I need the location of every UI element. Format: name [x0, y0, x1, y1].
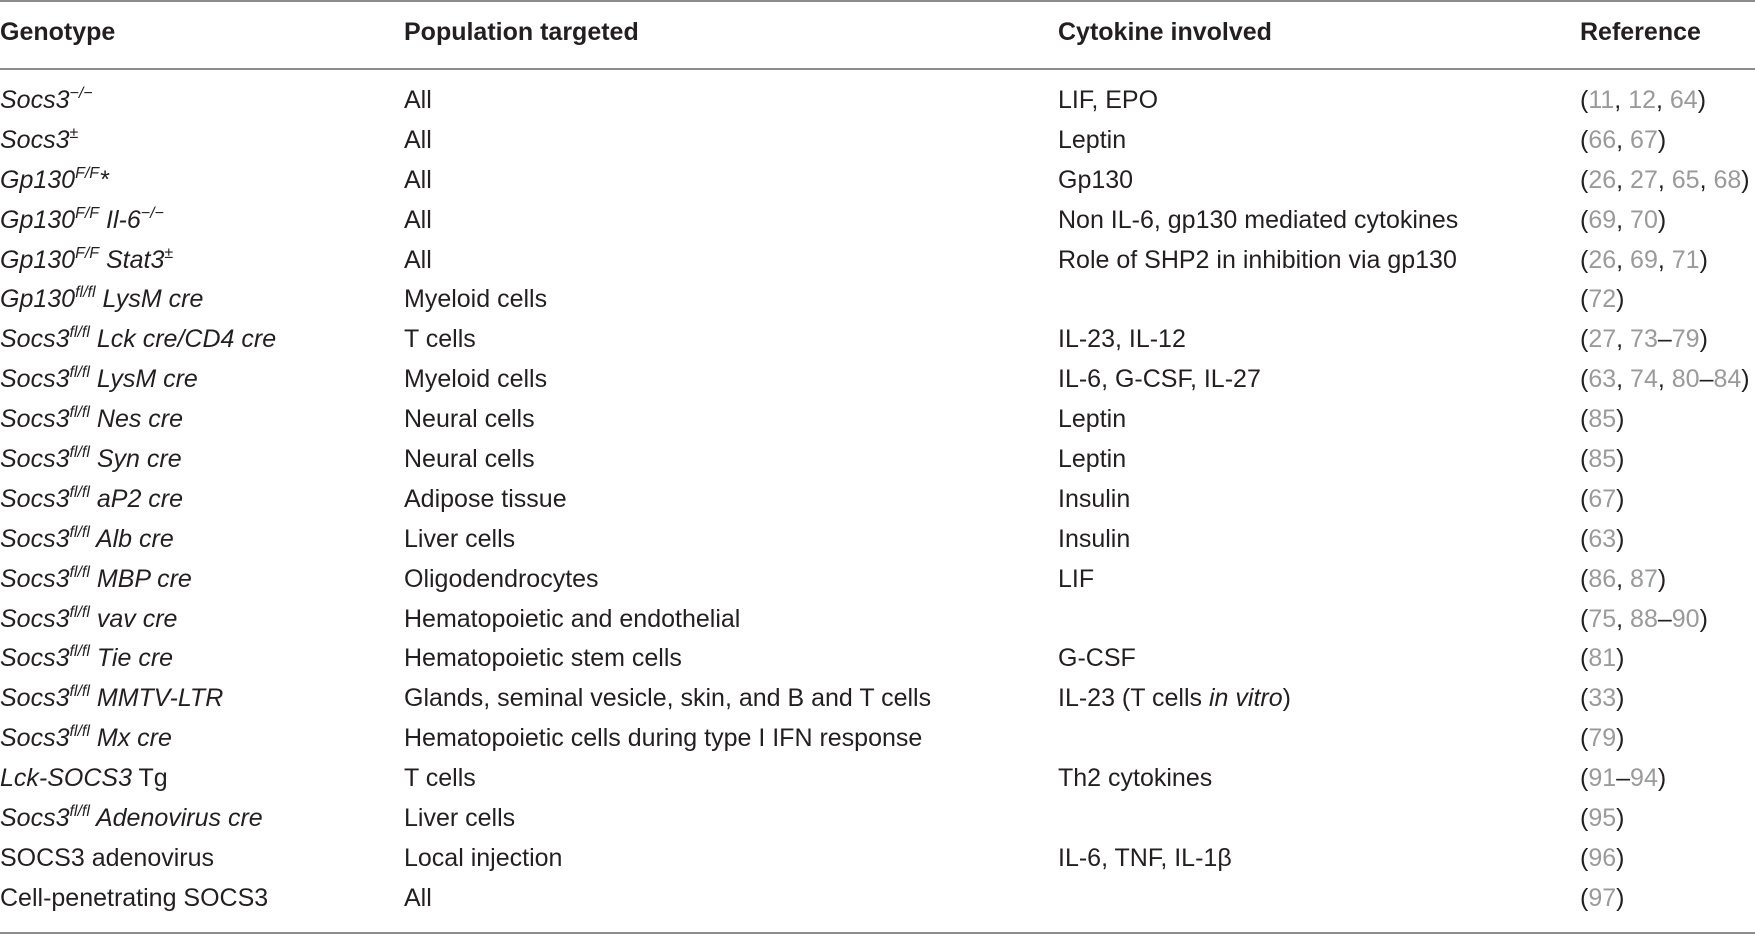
reference-paren: ): [1697, 86, 1707, 114]
table-row: [0, 240, 1755, 280]
reference-link[interactable]: 79: [1588, 724, 1617, 753]
genotype-cell: [0, 838, 214, 878]
cytokine-text: Gp130: [1058, 165, 1134, 194]
genotype-cell: [0, 120, 78, 164]
reference-link[interactable]: 27: [1630, 165, 1658, 194]
genotype-superscript: fl/fl: [69, 563, 90, 581]
genotype-detail: MMTV-LTR: [89, 684, 224, 713]
genotype-superscript: F/F: [75, 244, 100, 262]
population-cell: Hematopoietic and endothelial: [404, 604, 741, 633]
table-row: [0, 399, 1755, 439]
reference-link[interactable]: 11: [1588, 86, 1615, 114]
genotype-cell: [0, 319, 276, 363]
reference-link[interactable]: 12: [1628, 86, 1656, 114]
reference-separator: ,: [1616, 604, 1631, 633]
header-population: Population targeted: [404, 18, 639, 46]
genotype-name: Socs3: [0, 325, 70, 354]
genotype-superscript: fl/fl: [69, 603, 90, 621]
genotype-cell: [0, 878, 268, 918]
cytokine-text: Insulin: [1058, 524, 1131, 553]
reference-paren: ): [1657, 125, 1667, 154]
reference-paren: ): [1616, 883, 1625, 912]
reference-link[interactable]: 94: [1630, 764, 1658, 793]
population-cell: Myeloid cells: [404, 285, 548, 314]
genotype-cell: [0, 638, 173, 682]
genotype-name: Socs3: [0, 604, 70, 633]
cytokine-cell: [1058, 359, 1261, 399]
genotype-name: Socs3: [0, 445, 70, 474]
reference-paren: (: [1580, 764, 1589, 793]
cytokine-text: Leptin: [1058, 125, 1127, 154]
reference-cell: [1580, 519, 1624, 559]
reference-separator: –: [1657, 604, 1672, 633]
reference-cell: [1580, 599, 1708, 639]
genotype-cell: [0, 798, 263, 842]
reference-paren: ): [1699, 245, 1708, 274]
table-row: [0, 878, 1755, 918]
header-cytokine: Cytokine involved: [1058, 18, 1272, 46]
genotype-superscript: ±: [164, 244, 174, 262]
reference-link[interactable]: 65: [1671, 165, 1700, 194]
genotype-cell: [0, 399, 183, 443]
genotype-detail: Alb cre: [89, 524, 174, 553]
population-cell: T cells: [404, 325, 476, 354]
reference-separator: –: [1616, 764, 1631, 793]
reference-link[interactable]: 80: [1671, 365, 1700, 394]
cytokine-cell: [1058, 80, 1158, 120]
population-cell: Glands, seminal vesicle, skin, and B and T cells: [404, 684, 932, 713]
reference-paren: ): [1616, 684, 1625, 713]
table-row: [0, 678, 1755, 718]
reference-separator: ,: [1616, 125, 1631, 154]
genotype-superscript: F/F: [75, 204, 100, 222]
cytokine-cell: [1058, 638, 1136, 678]
cytokine-cell: [1058, 519, 1130, 559]
reference-link[interactable]: 85: [1588, 405, 1617, 434]
reference-separator: ,: [1656, 86, 1670, 114]
reference-paren: (: [1580, 405, 1589, 434]
reference-link[interactable]: 86: [1588, 564, 1617, 593]
genotype-detail: LysM cre: [89, 365, 198, 394]
genotype-name: Gp130: [0, 165, 76, 194]
cytokine-text: Leptin: [1058, 445, 1127, 474]
reference-paren: (: [1580, 365, 1589, 394]
reference-link[interactable]: 64: [1669, 86, 1698, 114]
reference-link[interactable]: 79: [1671, 325, 1700, 354]
cytokine-cell: [1058, 120, 1126, 160]
genotype-detail: LysM cre: [95, 285, 204, 314]
reference-cell: [1580, 559, 1666, 599]
reference-paren: (: [1580, 724, 1589, 753]
reference-link[interactable]: 90: [1671, 604, 1700, 633]
table-header-rule: [0, 68, 1755, 70]
genotype-cell: [0, 200, 164, 244]
cytokine-cell: [1058, 160, 1133, 200]
genotype-superscript: fl/fl: [69, 803, 90, 821]
reference-link[interactable]: 66: [1588, 125, 1617, 154]
population-cell: Hematopoietic cells during type I IFN response: [404, 724, 923, 753]
table-row: [0, 439, 1755, 479]
genotype-name: Socs3: [0, 684, 70, 713]
cytokine-text: Role of SHP2 in inhibition via gp130: [1058, 245, 1457, 274]
header-genotype: Genotype: [0, 18, 116, 46]
reference-cell: [1580, 319, 1708, 359]
table-row: [0, 200, 1755, 240]
reference-link[interactable]: 71: [1671, 245, 1700, 274]
cytokine-text: IL-6, TNF, IL-1β: [1058, 843, 1232, 872]
table-row: [0, 798, 1755, 838]
genotype-name: Socs3: [0, 405, 70, 434]
reference-link[interactable]: 69: [1588, 205, 1617, 234]
genotype-name: Socs3: [0, 564, 70, 593]
reference-paren: (: [1580, 804, 1589, 833]
genotype-cell: [0, 479, 183, 523]
genotype-name: Socs3: [0, 86, 70, 114]
reference-separator: ,: [1614, 86, 1629, 114]
genotype-name: Gp130: [0, 245, 76, 274]
genotype-detail: Mx cre: [89, 724, 172, 753]
reference-separator: ,: [1699, 165, 1714, 194]
reference-paren: ): [1616, 405, 1625, 434]
genotype-detail: Adenovirus cre: [89, 804, 263, 833]
genotype-name: Gp130: [0, 205, 76, 234]
reference-paren: (: [1580, 604, 1589, 633]
genotype-superscript: fl/fl: [69, 364, 90, 382]
reference-separator: ,: [1657, 365, 1672, 394]
genotype-cell: [0, 599, 177, 643]
reference-paren: ): [1657, 764, 1667, 793]
reference-paren: ): [1616, 445, 1625, 474]
cytokine-cell: [1058, 838, 1232, 878]
genotype-superscript: fl/fl: [69, 324, 90, 342]
cytokine-text: IL-6, G-CSF, IL-27: [1058, 365, 1261, 394]
cytokine-text: Insulin: [1058, 484, 1131, 513]
genotype-detail: Lck cre/CD4 cre: [89, 325, 277, 354]
genotype-name: Socs3: [0, 125, 70, 154]
genotype-cell: [0, 718, 172, 762]
reference-link[interactable]: 73: [1630, 325, 1658, 354]
cytokine-cell: [1058, 559, 1094, 599]
reference-separator: ,: [1657, 245, 1672, 274]
table-row: [0, 519, 1755, 559]
reference-cell: [1580, 200, 1666, 240]
reference-paren: (: [1580, 325, 1589, 354]
table-row: [0, 160, 1755, 200]
genotype-detail: vav cre: [89, 604, 178, 633]
reference-link[interactable]: 91: [1588, 764, 1617, 793]
reference-cell: [1580, 120, 1666, 160]
reference-paren: ): [1616, 644, 1625, 673]
genotype-cell: [0, 439, 182, 483]
genotype-cell: [0, 559, 192, 603]
population-cell: All: [404, 125, 432, 154]
cytokine-cell: [1058, 319, 1186, 359]
cytokine-text: LIF, EPO: [1058, 86, 1159, 114]
genotype-superscript: −/−: [69, 85, 93, 102]
genotype-superscript: fl/fl: [69, 723, 90, 741]
genotype-detail: *: [99, 165, 109, 194]
reference-cell: [1580, 240, 1708, 280]
reference-cell: [1580, 359, 1750, 399]
reference-cell: [1580, 758, 1666, 798]
reference-separator: ,: [1616, 165, 1631, 194]
reference-separator: ,: [1616, 325, 1631, 354]
population-cell: All: [404, 883, 432, 912]
population-cell: T cells: [404, 764, 476, 793]
reference-separator: ,: [1616, 245, 1631, 274]
reference-cell: [1580, 838, 1624, 878]
reference-link[interactable]: 74: [1630, 365, 1658, 394]
genotype-name: Socs3: [0, 365, 70, 394]
reference-paren: (: [1580, 205, 1589, 234]
population-cell: Local injection: [404, 843, 563, 872]
reference-paren: (: [1580, 843, 1589, 872]
reference-cell: [1580, 878, 1624, 918]
genotype-detail: Il-6: [99, 205, 141, 234]
reference-paren: (: [1580, 285, 1589, 314]
reference-paren: (: [1580, 86, 1589, 114]
cytokine-cell: [1058, 200, 1458, 240]
reference-link[interactable]: 69: [1630, 245, 1658, 274]
cytokine-tail: ): [1282, 684, 1291, 713]
reference-cell: [1580, 160, 1750, 200]
cytokine-cell: [1058, 399, 1126, 439]
reference-separator: ,: [1616, 564, 1631, 593]
genotype-cell: [0, 758, 168, 798]
genotype-cell: [0, 678, 223, 722]
reference-cell: [1580, 80, 1706, 120]
reference-cell: [1580, 678, 1624, 718]
population-cell: Myeloid cells: [404, 365, 548, 394]
cytokine-text: Leptin: [1058, 405, 1127, 434]
genotype-cell: [0, 240, 173, 284]
genotype-cell: [0, 279, 203, 323]
cytokine-cell: [1058, 479, 1130, 519]
table-row: [0, 479, 1755, 519]
genotype-detail: Nes cre: [89, 405, 184, 434]
reference-paren: (: [1580, 883, 1589, 912]
genotype-name: Socs3: [0, 724, 70, 753]
reference-paren: (: [1580, 445, 1589, 474]
reference-paren: (: [1580, 564, 1589, 593]
reference-separator: ,: [1657, 165, 1672, 194]
reference-paren: (: [1580, 125, 1589, 154]
population-cell: Neural cells: [404, 445, 535, 474]
cytokine-cell: [1058, 758, 1212, 798]
cytokine-italic: in vitro: [1208, 684, 1283, 713]
table-row: [0, 319, 1755, 359]
table-row: [0, 279, 1755, 319]
genotype-superscript: fl/fl: [69, 483, 90, 501]
reference-link[interactable]: 87: [1630, 564, 1658, 593]
population-cell: All: [404, 86, 432, 114]
table-row: [0, 718, 1755, 758]
genotype-detail: Tie cre: [89, 644, 174, 673]
reference-paren: ): [1616, 804, 1625, 833]
genotype-name: Socs3: [0, 484, 70, 513]
genotype-cell: [0, 359, 198, 403]
reference-paren: (: [1580, 245, 1589, 274]
reference-link[interactable]: 97: [1588, 883, 1617, 912]
reference-link[interactable]: 70: [1630, 205, 1658, 234]
population-cell: All: [404, 205, 432, 234]
genotype-name: Socs3: [0, 524, 70, 553]
genotype-superscript: fl/fl: [69, 404, 90, 422]
reference-link[interactable]: 26: [1588, 165, 1617, 194]
reference-link[interactable]: 96: [1588, 843, 1617, 872]
table-row: [0, 599, 1755, 639]
genotype-detail: MBP cre: [89, 564, 192, 593]
genotype-detail: Stat3: [99, 245, 165, 274]
reference-separator: ,: [1616, 205, 1631, 234]
reference-paren: ): [1699, 604, 1708, 633]
reference-link[interactable]: 84: [1713, 365, 1742, 394]
genotype-cell: [0, 160, 109, 204]
table-row: [0, 758, 1755, 798]
reference-separator: –: [1699, 365, 1714, 394]
population-cell: Liver cells: [404, 524, 516, 553]
genotype-cell: [0, 80, 93, 124]
genotype-superscript: F/F: [75, 164, 100, 182]
reference-paren: ): [1741, 165, 1750, 194]
cytokine-text: Non IL-6, gp130 mediated cytokines: [1058, 205, 1459, 234]
reference-paren: (: [1580, 644, 1589, 673]
reference-cell: [1580, 718, 1624, 758]
genotype-detail: Syn cre: [89, 445, 182, 474]
reference-paren: (: [1580, 484, 1589, 513]
reference-link[interactable]: 68: [1713, 165, 1742, 194]
reference-cell: [1580, 638, 1624, 678]
reference-link[interactable]: 63: [1588, 365, 1617, 394]
genotype-name: Socs3: [0, 644, 70, 673]
population-cell: Liver cells: [404, 804, 516, 833]
population-cell: Neural cells: [404, 405, 535, 434]
reference-paren: (: [1580, 684, 1589, 713]
header-reference: Reference: [1580, 18, 1701, 46]
population-cell: All: [404, 165, 432, 194]
reference-link[interactable]: 95: [1588, 804, 1617, 833]
reference-paren: ): [1699, 325, 1708, 354]
reference-link[interactable]: 88: [1630, 604, 1658, 633]
table-header: [0, 0, 1755, 68]
reference-link[interactable]: 27: [1588, 325, 1617, 354]
genotype-superscript: fl/fl: [69, 643, 90, 661]
reference-separator: –: [1657, 325, 1672, 354]
reference-link[interactable]: 63: [1588, 524, 1617, 553]
reference-paren: ): [1657, 564, 1667, 593]
table-row: [0, 838, 1755, 878]
genotype-superscript: ±: [69, 124, 79, 142]
reference-link[interactable]: 67: [1630, 125, 1658, 154]
genotype-detail: aP2 cre: [89, 484, 184, 513]
reference-link[interactable]: 81: [1588, 644, 1617, 673]
population-cell: Adipose tissue: [404, 484, 567, 513]
genotype-name: Gp130: [0, 285, 76, 314]
table-row: [0, 120, 1755, 160]
population-cell: Hematopoietic stem cells: [404, 644, 682, 673]
table-body: [0, 80, 1755, 918]
reference-paren: ): [1616, 524, 1625, 553]
reference-paren: ): [1741, 365, 1750, 394]
genotype-superscript: fl/fl: [69, 523, 90, 541]
genotype-name: Socs3: [0, 804, 70, 833]
reference-cell: [1580, 479, 1624, 519]
table-row: [0, 559, 1755, 599]
reference-link[interactable]: 26: [1588, 245, 1617, 274]
reference-separator: ,: [1616, 365, 1631, 394]
cytokine-cell: [1058, 240, 1457, 280]
reference-link[interactable]: 75: [1588, 604, 1617, 633]
genotype-plain: SOCS3 adenovirus: [0, 843, 215, 872]
genotype-superscript: fl/fl: [69, 444, 90, 462]
genotype-superscript: fl/fl: [75, 284, 96, 302]
reference-cell: [1580, 399, 1624, 439]
cytokine-text: G-CSF: [1058, 644, 1136, 673]
table-bottom-rule: [0, 932, 1755, 934]
genotype-cell: [0, 519, 174, 563]
genotype-plain: Cell-penetrating SOCS3: [0, 883, 269, 912]
population-cell: All: [404, 245, 432, 274]
cytokine-text: Th2 cytokines: [1058, 764, 1213, 793]
reference-paren: ): [1657, 205, 1667, 234]
population-cell: Oligodendrocytes: [404, 564, 599, 593]
genotype-plain: Tg: [131, 764, 168, 793]
cytokine-text: IL-23 (T cells: [1058, 684, 1209, 713]
reference-link[interactable]: 85: [1588, 445, 1617, 474]
reference-paren: (: [1580, 165, 1589, 194]
genotype-superscript: −/−: [140, 204, 164, 222]
reference-paren: ): [1616, 285, 1625, 314]
reference-paren: ): [1616, 484, 1625, 513]
cytokine-text: IL-23, IL-12: [1058, 325, 1186, 354]
reference-paren: (: [1580, 524, 1589, 553]
reference-paren: ): [1616, 724, 1625, 753]
reference-link[interactable]: 67: [1588, 484, 1617, 513]
table-row: [0, 80, 1755, 120]
genotype-superscript: fl/fl: [69, 683, 90, 701]
cytokine-text: LIF: [1058, 564, 1095, 593]
cytokine-cell: [1058, 439, 1126, 479]
reference-link[interactable]: 33: [1588, 684, 1617, 713]
cytokine-cell: [1058, 678, 1291, 718]
table-row: [0, 359, 1755, 399]
genotype-name: Lck-SOCS3: [0, 764, 132, 793]
reference-cell: [1580, 798, 1624, 838]
reference-cell: [1580, 279, 1624, 319]
reference-cell: [1580, 439, 1624, 479]
table-row: [0, 638, 1755, 678]
reference-paren: ): [1616, 843, 1625, 872]
reference-link[interactable]: 72: [1588, 285, 1617, 314]
